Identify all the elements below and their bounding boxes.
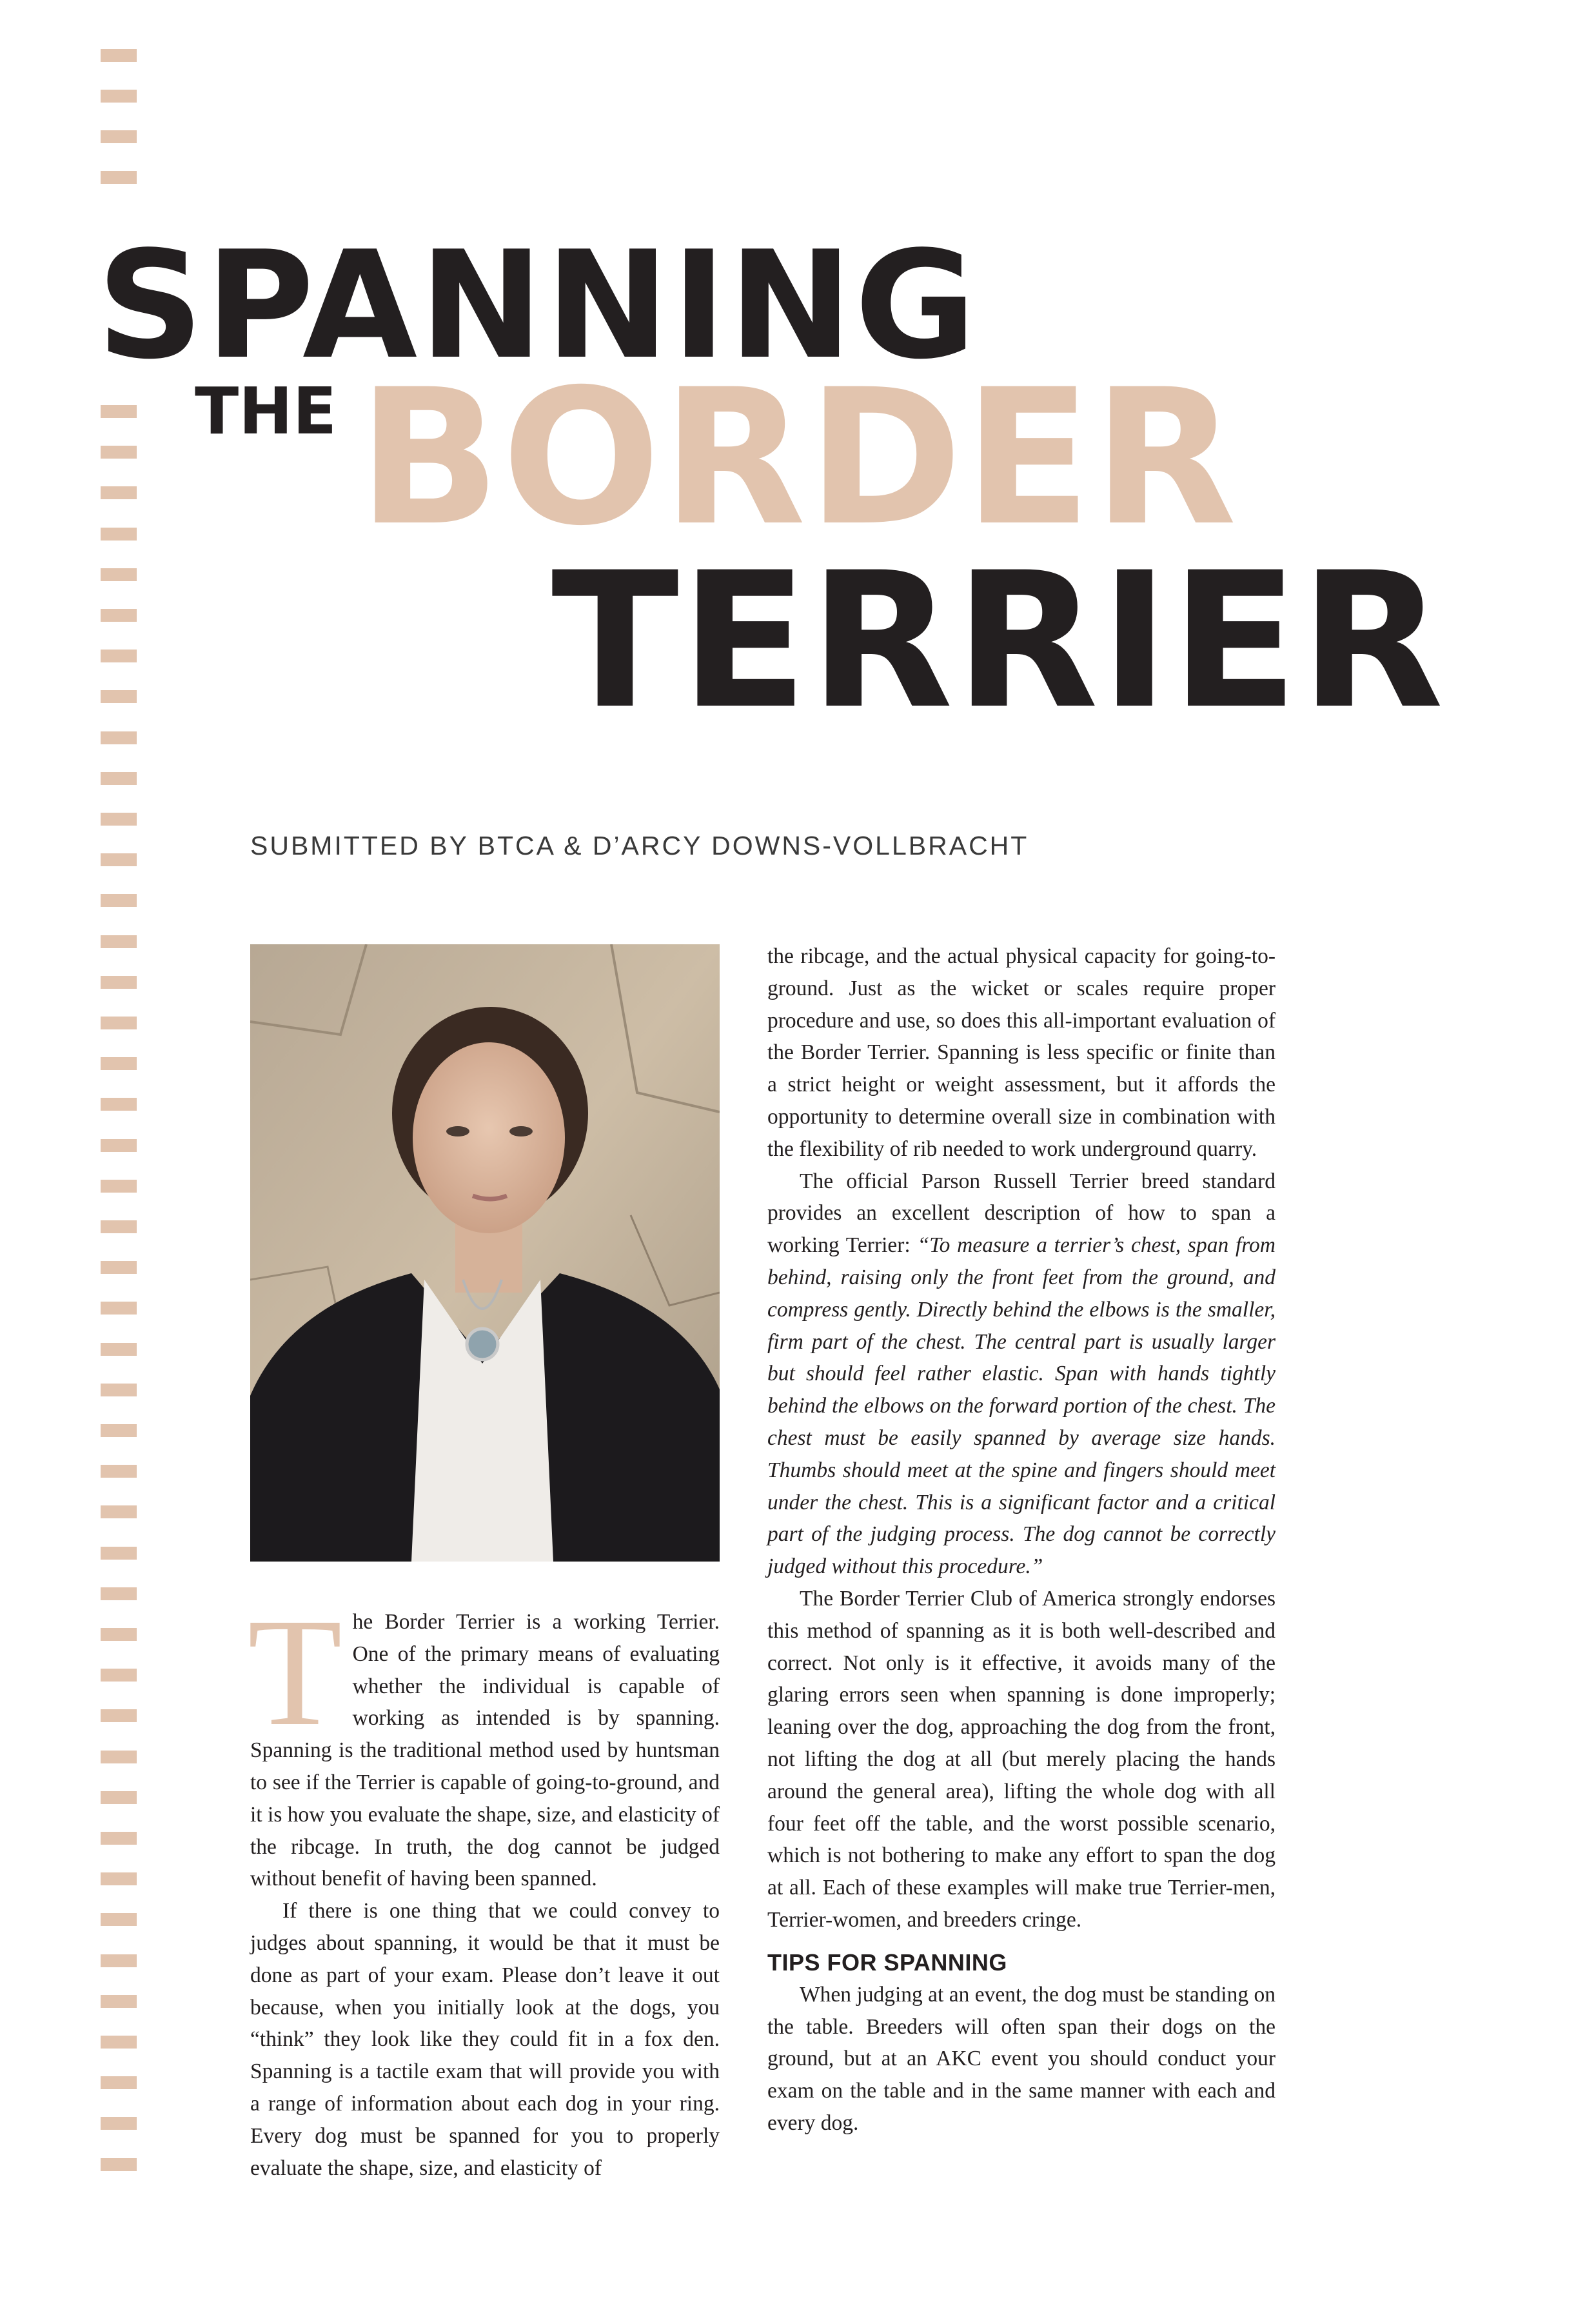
decorative-dash: [101, 1465, 137, 1478]
decorative-dash: [101, 813, 137, 826]
decorative-dash: [101, 1139, 137, 1152]
decorative-dash: [101, 1180, 137, 1193]
title-the: THE: [195, 373, 337, 449]
article-paragraph-2: If there is one thing that we could convey to judges about spanning, it would be that it must be done as part of your exam. Please don’t leave it out because, when you initially look at the dogs, you “think” they look like they could fit in a fox den. Spanning is a tactile exam that will provide you with a range of information about each dog in your ring. Every dog must be spanned for you to properly evaluate the shape, size, and elasticity of: [250, 1899, 720, 2180]
title-terrier: TERRIER: [551, 533, 1445, 750]
decorative-dash: [101, 894, 137, 907]
decorative-dash: [101, 1017, 137, 1029]
article-paragraph-2-continued: the ribcage, and the actual physical capacity for going-to-ground. Just as the wicket or scales require proper procedure and use, so does this all-important evaluation of the Border Terrier. Spanning is less specific or finite than a strict height or weight assessment, but it affords the opportunity to determine overall size in combination with the flexibility of rib needed to work underground quarry.: [767, 944, 1276, 1161]
decorative-dash: [101, 609, 137, 622]
decorative-dash: [101, 1220, 137, 1233]
article-paragraph-4: The Border Terrier Club of America strongly endorses this method of spanning as it is both well-described and correct. Not only is it effective, it avoids many of the glaring errors seen when spanning is done improperly; leaning over the dog, approaching the dog from the front, not lifting the dog at all (but merely placing the hands around the general area), lifting the whole dog with all four feet off the table, and the worst possible scenario, which is not bothering to make any effort to span the dog at all. Each of these examples will make true Terrier-men, Terrier-women, and breeders cringe.: [767, 1586, 1276, 1932]
decorative-dash: [101, 976, 137, 989]
decorative-dash: [101, 1505, 137, 1518]
decorative-dash: [101, 1709, 137, 1722]
drop-cap: T: [248, 1586, 342, 1758]
paragraph-1-text: he Border Terrier is a working Terrier. One of the primary means of evaluating whether the individual is capable of working as intended is by spanning. Spanning is the traditional method used by huntsman to see if the Terrier is capable of going-to-ground, and it is how you evaluate the shape, size, and elasticity of the ribcage. In truth, the dog cannot be judged without benefit of having been spanned.: [250, 1610, 720, 1891]
decorative-dash: [101, 49, 137, 62]
byline: SUBMITTED BY BTCA & D’ARCY DOWNS-VOLLBRACHT: [250, 831, 1029, 860]
decorative-dash: [101, 528, 137, 541]
decorative-dash: [101, 1302, 137, 1315]
paragraph-3-intro: The official Parson Russell Terrier breed standard provides an excellent description of how to span a working Terrier:: [767, 1169, 1276, 1258]
decorative-dash: [101, 2036, 137, 2049]
article-paragraph-5: When judging at an event, the dog must be standing on the table. Breeders will often span their dogs on the ground, but at an AKC event you should conduct your exam on the table and in the same manner with each and every dog.: [767, 1982, 1276, 2135]
decorative-dash: [101, 1261, 137, 1274]
decorative-dash: [101, 1872, 137, 1885]
decorative-dash: [101, 1384, 137, 1396]
decorative-dash: [101, 1791, 137, 1804]
decorative-dash: [101, 1954, 137, 1967]
decorative-dash: [101, 2076, 137, 2089]
decorative-dash: [101, 690, 137, 703]
decorative-dash: [101, 1832, 137, 1845]
decorative-dash: [101, 935, 137, 948]
decorative-dash: [101, 171, 137, 184]
decorative-dash: [101, 405, 137, 418]
decorative-dash: [101, 1547, 137, 1560]
title-border: BORDER: [358, 350, 1239, 567]
decorative-dash: [101, 731, 137, 744]
decorative-dash: [101, 1751, 137, 1763]
decorative-dash: [101, 2117, 137, 2130]
decorative-dash: [101, 1628, 137, 1641]
decorative-dash: [101, 446, 137, 459]
decorative-dash: [101, 90, 137, 103]
article-column-left: [248, 1586, 720, 2184]
decorative-dash: [101, 1913, 137, 1926]
decorative-dash: [101, 1424, 137, 1437]
decorative-dash: [101, 1995, 137, 2008]
article-column-right: [767, 940, 1276, 2139]
article-paragraph-1: [248, 1586, 720, 1895]
decorative-dash: [101, 853, 137, 866]
decorative-dash: [101, 1587, 137, 1600]
title-spanning: SPANNING: [97, 220, 978, 392]
section-heading: TIPS FOR SPANNING: [767, 1949, 1007, 1976]
author-photo: [250, 944, 720, 1562]
decorative-dash: [101, 772, 137, 785]
decorative-dash: [101, 568, 137, 581]
decorative-dash: [101, 486, 137, 499]
decorative-dash: [101, 1669, 137, 1682]
decorative-dash: [101, 1343, 137, 1356]
decorative-dash: [101, 2158, 137, 2171]
article-paragraph-3: [767, 1166, 1276, 1583]
decorative-dash: [101, 1098, 137, 1111]
decorative-dash: [101, 1057, 137, 1070]
decorative-dash: [101, 650, 137, 662]
breed-standard-quote: “To measure a terrier’s chest, span from behind, raising only the front feet from the ground, and compress gently. Directly behind the elbows is the smaller, firm part of the chest. The central part is usually larger but should feel rather elastic. Span with hands tightly behind the elbows on the forward portion of the chest. The chest must be easily spanned by average size hands. Thumbs should meet at the spine and fingers should meet under the chest. This is a significant factor and a critical part of the judging process. The dog cannot be correctly judged without this procedure.”: [767, 1233, 1276, 1579]
decorative-dash: [101, 130, 137, 143]
